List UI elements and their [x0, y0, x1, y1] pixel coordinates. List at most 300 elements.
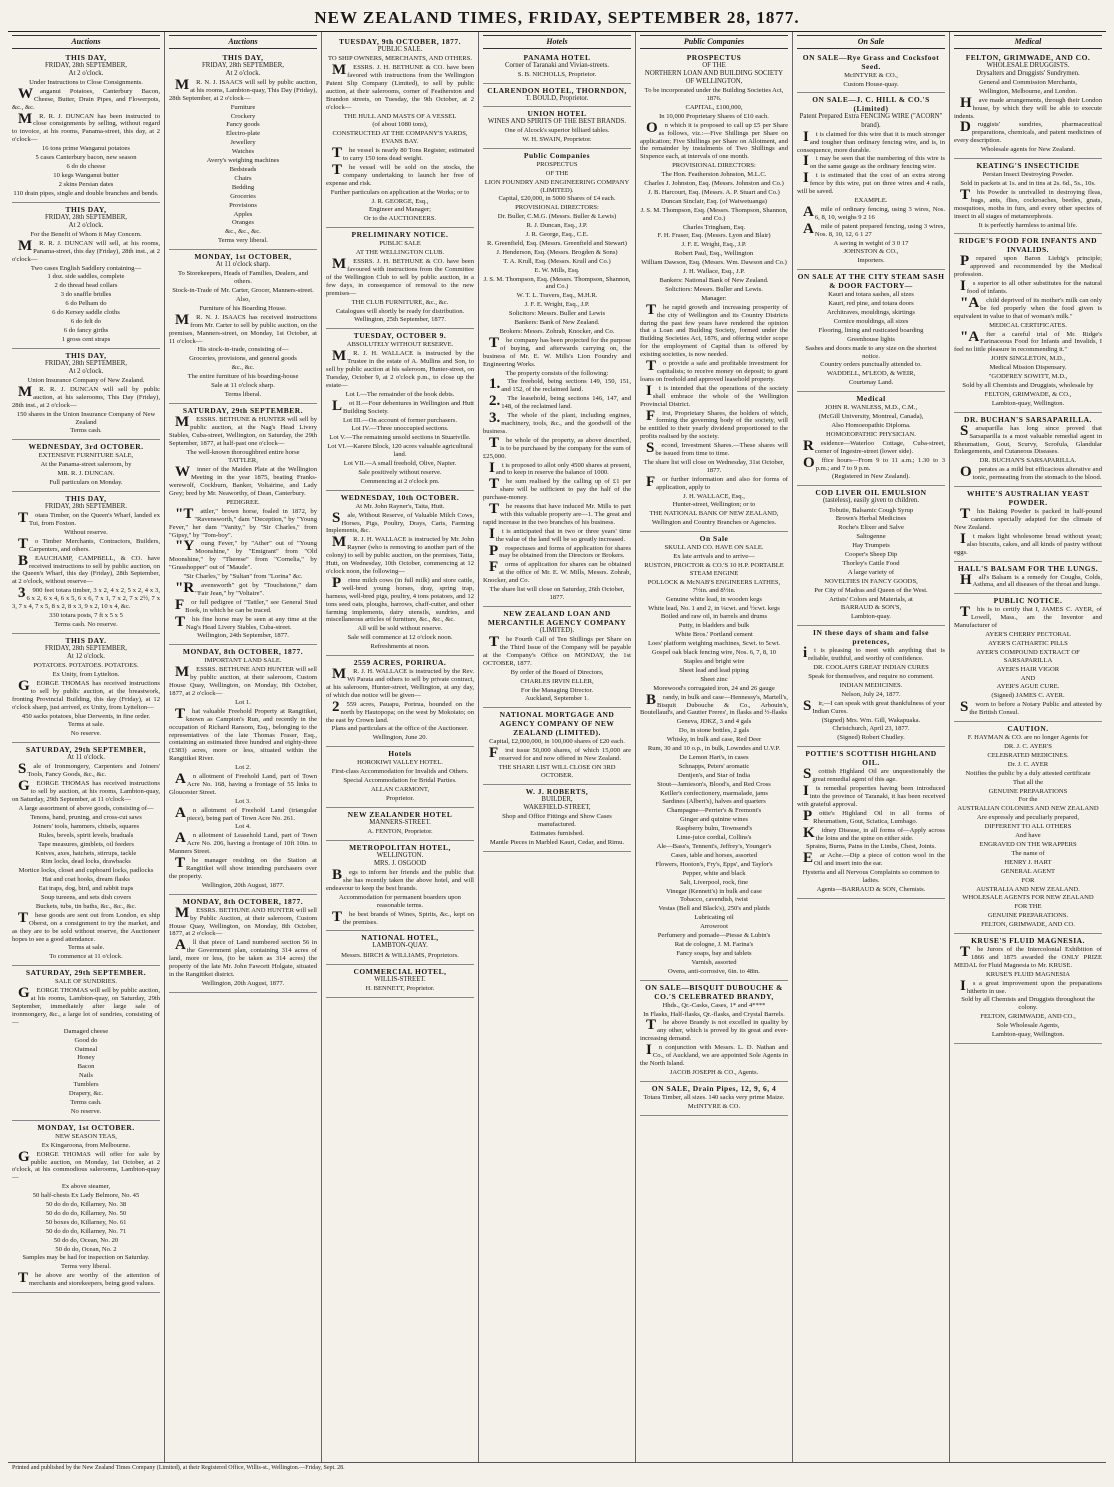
- ad-text-line: E. W. Mills, Esq.: [534, 266, 580, 274]
- ad-text-line: Kidney Disease, in all forms of—Apply across the loins and the spine on either side.: [803, 824, 945, 842]
- ad-text-line: The sum realised by the calling up of £1 per share will be sufficient to pay the half of the purchase-money.: [483, 476, 631, 502]
- ad-subheading: At 2 o'clock.: [68, 221, 104, 229]
- ad-text-line: HENRY J. HART: [1004, 858, 1052, 866]
- ad-text-line: JOHN R. WANLESS, M.D., C.M.,: [824, 404, 918, 412]
- ad-text-line: Stout—Jamieson's, Blood's, and Red Cross: [657, 780, 771, 788]
- ad-subheading: At 2 o'clock.: [68, 367, 104, 375]
- ad-text-line: AND: [1020, 674, 1036, 682]
- ad-text-line: 6 do do cheese: [66, 162, 106, 170]
- ad-text-line: Tobutie, Balsamic Cough Syrup: [828, 506, 914, 514]
- ad-text-line: General and Commission Merchants,: [978, 78, 1078, 86]
- ad-text-line: Under Instructions to Close Consignments.: [29, 78, 143, 86]
- ad-text-line: Sale positively without reserve.: [358, 468, 442, 476]
- ad-headline: WEDNESDAY, 3rd OCTOBER.: [28, 442, 144, 452]
- ad-text-line: The Jurors of the Intercolonial Exhibition of 1866 and 1875 awarded the ONLY PRIZE MEDAL for Fluid Magnesia to Mr. KRUSE.: [954, 944, 1102, 969]
- ad-text-line: F. H. Fraser, Esq. (Messrs. Lyon and Blair): [657, 232, 771, 240]
- ad-text-line: Dentjen's, and Star of India: [677, 771, 751, 779]
- ad-text-line: MR. J. H. WALLACE is instructed by Mr. John Rayner (who is removing to another part of the colony) to sell by public auction, on the premises, Taita, Hutt, on Wednesday, 10th October, commencing at 12 o'clock noon, the following—: [326, 534, 474, 575]
- ad-text-line: Sarsaparilla has long since proved that Sarsaparilla is a most valuable remedial agent in Rheumatism, Gout, Scurvy, Scrofula, Glandular Enlargements, and Cutaneous Diseases.: [954, 422, 1102, 456]
- ad-text-line: Amile of ordinary fencing, using 3 wires, Nos. 6, 8, 10, weighs 9 2 16: [803, 203, 945, 221]
- ad-text-line: Perfumery and pomade—Piesse & Lubin's: [657, 932, 771, 940]
- ad-headline: ON SALE—J. C. HILL & CO.'S (Limited): [812, 95, 930, 114]
- ad-text-line: Country orders punctually attended to.: [820, 361, 922, 369]
- ad-text-line: A large variety of: [847, 568, 895, 576]
- ad-text-line: MEDICAL CERTIFICATES.: [989, 321, 1067, 329]
- ad-text-line: Roche's Elixer and Salve: [838, 524, 904, 532]
- ad-text-line: Bacon: [77, 1063, 95, 1071]
- ad-text-line: At Mr. John Rayner's, Taita, Hutt.: [355, 502, 445, 510]
- ad-text-line: DIFFERENT TO ALL OTHERS: [984, 823, 1072, 831]
- ad-text-line: HOROKIWI VALLEY HOTEL.: [357, 759, 443, 767]
- ad-text-line: Wellington, June 20.: [372, 734, 428, 742]
- column-5: [636, 32, 793, 1462]
- ad-text-line: Hunter-street, Wellington; or to: [672, 501, 756, 509]
- ad-headline: HALL'S BALSAM FOR THE LUNGS.: [957, 563, 1099, 573]
- ad-text-line: McINTYRE & CO.,: [844, 71, 898, 79]
- ad-text-line: Kauri and totara sashes, all sizes: [828, 291, 914, 299]
- ad-text-line: Ex late arrivals and to arrive—: [673, 553, 755, 561]
- ad-text-line: A. FENTON, Proprietor.: [367, 827, 433, 835]
- ad-text-line: SALE OF SUNDRIES.: [54, 978, 118, 986]
- ad-text-line: Druggists' sundries, pharmaceutical preparations, chemicals, and patent medicines of every description.: [954, 119, 1102, 145]
- advertisement: [797, 270, 945, 392]
- advertisement: [483, 708, 631, 785]
- ad-text-line: The whole of the property, as above described, is to be purchased by the company for the sum of £25,000.: [483, 434, 631, 460]
- ad-text-line: The well-known thoroughbred entire horse: [186, 448, 300, 456]
- ad-subheading: At 12 o'clock.: [66, 652, 106, 660]
- ad-text-line: 10 kegs Wanganui butter: [53, 171, 119, 179]
- ad-text-line: Lot V.—The remaining unsold sections in Stuartville.: [329, 434, 471, 442]
- ad-text-line: Flooring, lining and rusticated boarding: [818, 326, 924, 334]
- ad-text-line: Or to the AUCTIONEERS.: [363, 215, 437, 223]
- advertisement: [326, 35, 474, 228]
- ad-text-line: FOR: [1021, 876, 1035, 884]
- ad-text-line: Kauri, red pine, and totara doors: [828, 300, 914, 308]
- ad-headline: UNION HOTEL: [527, 108, 587, 118]
- column-1: [8, 32, 165, 1462]
- ad-text-line: AUSTRALIAN COLONIES AND NEW ZEALAND: [957, 805, 1099, 813]
- ad-text-line: WHOLESALE AGENTS FOR NEW ZEALAND: [962, 894, 1094, 902]
- ad-text-line: Terms cash.: [70, 1098, 102, 1106]
- ad-text-line: Wanganui Potatoes, Canterbury Bacon, Cheese, Butter, Drain Pipes, and Flowerpots, &c., &c.: [12, 85, 160, 111]
- ad-text-line: Sale at 11 o'clock sharp.: [211, 382, 275, 390]
- ad-text-line: Champagne—Perrier's & Fremont's: [666, 807, 762, 815]
- ad-headline: KEATING'S INSECTICIDE: [976, 161, 1080, 171]
- ad-headline: PROSPECTUS: [686, 52, 742, 62]
- ad-text-line: On which it is proposed to call up £5 per Share as follows, viz.:—Five Shillings per Share on application; Five Shillings per Share on Allotment, and the remainder by instalments of Two Shillings and Sixpence each, at intervals of one month.: [640, 119, 788, 161]
- ad-text-line: FELTON, GRIMWADE, AND CO.,: [980, 1013, 1076, 1021]
- ad-subheading: At 11 o'clock sharp.: [215, 261, 271, 269]
- ad-headline: SATURDAY, 29th SEPTEMBER.: [25, 968, 147, 978]
- ad-text-line: it is pleasing to meet with anything that is reliable, truthful, and worthy of confidence.: [803, 645, 945, 663]
- ad-text-line: In 10,000 Proprietary Shares of £10 each.: [659, 112, 769, 120]
- ad-text-line: First-class Accommodation for Invalids and Others.: [331, 768, 469, 776]
- ad-subheading: T. BOULD, Proprietor.: [525, 94, 589, 102]
- ad-text-line: Lot II.—Four debentures in Wellington and Hutt Building Society.: [332, 397, 474, 415]
- advertisement: [169, 51, 317, 251]
- ad-text-line: Medical Mission Dispensary.: [989, 364, 1067, 372]
- ad-text-line: 2 do thread head collars: [54, 282, 118, 290]
- ad-text-line: All that piece of Land numbered section 56 in the Government plan, containing 314 acres of land, more or less, (to be taken as 314 acres) the property of the late Mr. John Fawcett Holgate, situated in the Rangitikei district.: [169, 937, 317, 978]
- ad-text-line: An allotment of Freehold Land (triangular piece), being part of Town Acre No. 261.: [175, 804, 317, 822]
- ad-text-line: (of about 1080 tons),: [372, 121, 428, 129]
- ad-text-line: Dr. J. C. AYER: [1007, 760, 1049, 768]
- ad-text-line: That valuable Freehold Property at Rangitikei, known as Campion's Run, and recently in the occupation of Richard Ransom, Esq., belonging to the representatives of the late Thomas Fraser, Esq., containing an estimated three hundred and eighty-three (£383) acres, more or less, situated within the Rangitikei River.: [169, 705, 317, 763]
- ad-text-line: The rapid growth and increasing prosperity of the city of Wellington and its Country Districts during the past few years have rendered the opinion that a Loan and Building Society, formed under the Building Societies Act, 1876, and offering wider scope for the employment of Capital than is offered by existing societies, is now needed.: [640, 301, 788, 359]
- ad-headline: 2559 ACRES, PORIRUA.: [353, 658, 447, 668]
- ad-text-line: Arrowroot: [700, 923, 728, 931]
- ad-text-line: For the: [1018, 796, 1038, 804]
- ad-text-line: Totara Timber, on the Queen's Wharf, landed ex Tui, from Foxton.: [18, 510, 160, 528]
- ad-text-line: 50 do do, Ocean, No. 20: [53, 1236, 119, 1244]
- ad-text-line: For the Managing Director.: [520, 686, 594, 694]
- ad-text-line: Manager:: [701, 294, 727, 302]
- ad-text-line: William Dawson, Esq. (Messrs. Wm. Dawson and Co.): [641, 259, 787, 267]
- ad-text-line: Ex Unity, from Lyttelton.: [52, 671, 120, 679]
- ad-text-line: MESSRS. BETHUNE AND HUNTER will sell by Public Auction, at their saleroom, Custom House Quay, Wellington, on Monday, 8th October, 1877, at 2 o'clock—: [169, 904, 317, 938]
- advertisement: [12, 966, 160, 1121]
- ad-subheading: MANNERS-STREET.: [369, 818, 431, 826]
- advertisement: [326, 656, 474, 747]
- ad-text-line: Is superior to all other substitutes for the natural food of infants.: [960, 278, 1102, 296]
- advertisement: [640, 981, 788, 1082]
- ad-text-line: "Achild deprived of its mother's milk can only be fed properly when the food given is equivalent in value to that of woman's milk.": [954, 294, 1102, 320]
- ad-text-line: Sheet zinc: [700, 675, 728, 683]
- ad-text-line: Per City of Madras and Queen of the West.: [814, 586, 928, 594]
- ad-headline: ON SALE, Drain Pipes, 12, 9, 6, 4: [651, 1083, 777, 1093]
- ad-text-line: GEORGE THOMAS has received instructions to sell by auction, at his rooms, Lambton-quay, on Saturday, 29th September, at 11 o'clock—: [12, 778, 160, 804]
- ad-text-line: "Young Fever," by "Ather" out of "Young Moonshine," by "Emigrant" from "Old Moonshine," by "Therese" from "Cornelia," by "Grasshopper" out of "Maude".: [169, 538, 317, 572]
- ad-text-line: Prospectuses and forms of application for shares may be obtained from the Directors or Brokers.: [489, 542, 631, 560]
- ad-text-line: The best brands of Wines, Spirits, &c., kept on the premises.: [332, 908, 474, 926]
- ad-text-line: Provisions: [229, 201, 257, 209]
- ad-text-line: The vessel is nearly 80 Tons Register, estimated to carry 150 tons dead weight.: [332, 145, 474, 163]
- ad-subheading: Patent Prepared Extra FENCING WIRE ("ACORN" brand).: [799, 113, 943, 129]
- column-4: [479, 32, 636, 1462]
- ad-headline: NEW ZEALANDER HOTEL: [347, 809, 453, 819]
- ad-text-line: HOMOEOPATHIC PHYSICIAN.: [826, 430, 916, 438]
- ad-text-line: Scottish Highland Oil are unquestionably the great remedial agent of this age.: [803, 766, 945, 784]
- ad-text-line: First issue 50,000 shares, of which 15,000 are reserved for and now offered in New Zealand.: [489, 745, 631, 763]
- ad-text-line: 1 gross cent straps: [61, 335, 111, 343]
- ad-text-line: The above are worthy of the attention of merchants and storekeepers, being good values.: [18, 1270, 160, 1288]
- ad-text-line: FELTON, GRIMWADE, & CO.,: [984, 390, 1072, 398]
- ad-text-line: Have made arrangements, through their London house, by which they will be able to execute indents.: [954, 94, 1102, 120]
- ad-text-line: POLLOCK & McNAB'S ENGINEERS LATHES, 7½in. and 8½in.: [647, 578, 781, 594]
- ad-text-line: Samples may be had for inspection on Saturday.: [22, 1254, 150, 1262]
- ad-text-line: Full particulars on Monday.: [49, 479, 123, 487]
- ad-subheading: WILLIS-STREET.: [374, 975, 426, 983]
- ad-text-line: 3 do snaffle bridles: [60, 291, 112, 299]
- ad-text-line: Oatmeal: [74, 1045, 98, 1053]
- ad-headline: THIS DAY,: [222, 52, 264, 62]
- advertisement: [326, 841, 474, 932]
- ad-text-line: Is a great improvement upon the preparations hitherto in use.: [960, 977, 1102, 995]
- ad-text-line: BEAUCHAMP, CAMPBELL, & CO. have received instructions to sell by public auction, on the Queen's Wharf, this day (Friday), 28th September, at 2 o'clock, without reserve—: [12, 552, 160, 586]
- ad-text-line: KRUSE'S FLUID MAGNESIA: [986, 970, 1070, 978]
- ad-text-line: Commencing at 2 o'clock pm.: [360, 477, 440, 485]
- ad-text-line: Ex Kingaroona, from Melbourne.: [41, 1141, 131, 1149]
- ad-headline: TUESDAY, OCTOBER 9.: [353, 331, 447, 341]
- ad-subheading: Corner of Taranaki and Vivian-streets.: [505, 61, 609, 69]
- ad-text-line: The share list will close on Saturday, 26th October, 1877.: [489, 586, 625, 601]
- ad-text-line: "Ravensworth" got by "Touchstone," dam "Fair Jean," by "Voltaire".: [175, 580, 317, 597]
- ad-text-line: For the Benefit of Whom it May Concern.: [30, 230, 142, 238]
- ad-text-line: Rum, 30 and 10 o.p., in bulk, Lowndes and U.V.P.: [647, 745, 781, 753]
- ad-text-line: PROSPECTUS: [536, 160, 578, 168]
- advertisement: [326, 228, 474, 329]
- ad-text-line: Refreshments at noon.: [370, 643, 430, 651]
- ad-text-line: Flowers, Hooton's, Fry's, Epps', and Taylor's: [655, 860, 773, 868]
- ad-text-line: Sale will commence at 12 o'clock noon.: [347, 634, 453, 642]
- ad-text-line: No reserve.: [70, 730, 102, 738]
- ad-text-line: Cornice mouldings, all sizes: [833, 317, 909, 325]
- advertisement: [483, 84, 631, 107]
- ad-text-line: Begs to inform her friends and the public that she has recently taken the above hotel, and will endeavour to keep the best brands.: [326, 867, 474, 892]
- ad-text-line: &c., &c., &c.: [225, 228, 261, 236]
- ad-text-line: The manager residing on the Station at Rangitikei will show intending purchasers over the property.: [169, 855, 317, 880]
- advertisement: [483, 149, 631, 607]
- ad-text-line: Rim locks, dead locks, drawbacks: [41, 858, 131, 866]
- ad-text-line: Honey: [77, 1054, 95, 1062]
- advertisement: [797, 392, 945, 486]
- ad-text-line: 50 half-chests Ex Lady Belmore, No. 45: [32, 1192, 140, 1200]
- ad-text-line: 6 do felt do: [70, 317, 102, 325]
- ad-headline: CLARENDON HOTEL, THORNDON,: [487, 85, 627, 95]
- ad-text-line: And have: [1015, 832, 1041, 840]
- ad-headline: MONDAY, 1st OCTOBER,: [194, 252, 292, 262]
- ad-text-line: Lambton-quay, Wellington.: [991, 399, 1065, 407]
- ad-text-line: Duncan Sinclair, Esq. (of Waiwetuanga): [660, 197, 767, 205]
- ad-text-line: Lot III.—On account of former purchasers.: [342, 416, 458, 424]
- ad-text-line: J. B. Harcourt, Esq. (Messrs. A. P. Stuart and Co.): [648, 188, 780, 196]
- ad-text-line: Stock-in-Trade of Mr. Carter, Grocer, Manners-street.: [172, 287, 314, 295]
- ad-subheading: WINES AND SPIRITS OF THE BEST BRANDS.: [487, 117, 627, 125]
- ad-text-line: Amile of patent prepared fencing, using 3 wires, Nos. 8, 10, 12, 6 1 27: [803, 220, 945, 238]
- ad-headline: THIS DAY,: [65, 52, 107, 62]
- ad-text-line: Are expressly and peculiarly prepared,: [977, 814, 1079, 822]
- ad-subheading: FRIDAY, 28th SEPTEMBER,: [45, 213, 127, 221]
- ad-text-line: Staples and bright wire: [683, 657, 745, 665]
- ad-text-line: Nails: [79, 1072, 93, 1080]
- ad-text-line: OF THE: [545, 169, 569, 177]
- columns-grid: [8, 32, 1106, 1463]
- column-2: [165, 32, 322, 1462]
- ad-text-line: J. H. WALLACE, Esq.,: [683, 492, 745, 500]
- ad-subheading: FRIDAY, 28th SEPTEMBER,: [45, 359, 127, 367]
- ad-text-line: 3.The whole of the plant, including engines, machinery, tools, &c., and the goodwill of the business.: [483, 410, 631, 435]
- ad-text-line: Oranges: [232, 219, 254, 227]
- ad-text-line: In Flasks, Half-flasks, Qr.-flasks, and Crystal Barrels.: [643, 1010, 785, 1018]
- ad-headline: DR. BUCHAN'S SARSAPARILLA.: [964, 414, 1092, 424]
- ad-text-line: Terms liberal.: [224, 390, 262, 398]
- ad-subheading: MRS. J. OSGOOD: [373, 859, 427, 867]
- ad-text-line: Estimates furnished.: [530, 829, 584, 837]
- ad-headline: RIDGE'S FOOD FOR INFANTS AND INVALIDS.: [958, 236, 1098, 255]
- ad-text-line: Office hours—From 9 to 11 a.m.; 1.30 to 3 p.m.; and 7 to 9 p.m.: [803, 454, 945, 472]
- ad-text-line: PROVISIONAL DIRECTORS:: [515, 204, 599, 212]
- ad-text-line: Forms of application for shares can be obtained at the office of Mr. E. W. Mills, Messrs. Zohrab, Knocker, and Co.: [483, 559, 631, 585]
- ad-text-line: W. T. L. Travers, Esq., M.H.R.: [516, 292, 598, 300]
- ad-text-line: It is perfectly harmless to animal life.: [978, 221, 1078, 229]
- ad-text-line: Solicitors: Messrs. Buller and Lewis: [508, 310, 606, 318]
- ad-text-line: 6 do Pelham do: [65, 300, 107, 308]
- ad-text-line: TATTLER,: [228, 457, 258, 465]
- ad-text-line: Also,: [235, 296, 251, 303]
- ad-text-line: Lambton-quay, Wellington.: [991, 1031, 1065, 1039]
- ad-text-line: BARRAUD & SON'S,: [840, 604, 902, 612]
- ad-headline: PANAMA HOTEL: [523, 52, 591, 62]
- ad-text-line: RUSTON, PROCTOR & CO.'S 10 H.P. PORTABLE STEAM ENGINE: [644, 562, 784, 577]
- ad-text-line: J. Henderson, Esq. (Messrs. Brogden & Sons): [496, 248, 618, 256]
- ad-headline: Medical: [856, 394, 886, 404]
- ad-text-line: Crockery: [230, 112, 256, 120]
- ad-text-line: FOR THE: [1014, 903, 1042, 911]
- ad-text-line: It is anticipated that in two or three years' time the value of the land will be so greatly increased.: [489, 525, 631, 543]
- ad-text-line: Wholesale agents for New Zealand.: [980, 146, 1076, 154]
- ad-text-line: PROVISIONAL DIRECTORS:: [672, 162, 756, 170]
- ad-text-line: Sprains, Burns, Pains in the Limbs, Chest, Joints.: [805, 843, 937, 851]
- ad-text-line: 50 boxes do, Killarney, No. 61: [45, 1218, 127, 1226]
- ad-text-line: (McGill University, Montreal, Canada),: [818, 413, 924, 421]
- ad-text-line: Cooper's Sheep Dip: [844, 551, 898, 559]
- ad-text-line: Wellington, 20th August, 1877.: [201, 881, 285, 889]
- ad-text-line: 2.The leasehold, being sections 146, 147, and 148, of the reclaimed land.: [489, 393, 631, 411]
- ad-text-line: 50 do do do, Killarney, No. 71: [45, 1227, 127, 1235]
- ad-text-line: Lot 3.: [235, 797, 251, 805]
- ad-text-line: R. Greenfield, Esq. (Messrs. Greenfield and Stewart): [487, 239, 627, 247]
- ad-text-line: (Signed) Mrs. Wm. Gill, Wakapuaka.: [821, 716, 921, 724]
- ad-text-line: Residence—Waterloo Cottage, Cuba-street, corner of Ingestre-street (lower side).: [803, 437, 945, 455]
- ad-text-line: The above Brandy is not excelled in quality by any other, which is proved by its great and ever-increasing demand.: [640, 1017, 788, 1043]
- ad-text-line: It is intended that the operations of the society shall embrace the whole of the Wellington Provincial District.: [640, 382, 788, 408]
- ad-text-line: In conjunction with Messrs. L. D. Nathan and Co., of Auckland, we are appointed Sole Agents in the North Island.: [640, 1042, 788, 1067]
- ad-text-line: MR. R. J. DUNCAN will sell by public auction, at his salerooms, This Day (Friday), 28th inst., at 2 o'clock—: [12, 383, 160, 409]
- ad-text-line: 450 sacks potatoes, blue Derwents, in fine order.: [21, 712, 151, 720]
- ad-text-line: Sold by all Chemists and Druggists throughout the colony.: [961, 996, 1095, 1012]
- ad-text-line: JACOB JOSEPH & CO., Agents.: [669, 1068, 759, 1076]
- ad-text-line: Cases, table and horses, assorted: [670, 851, 758, 859]
- ad-text-line: Lot I.—The remainder of the book debts.: [345, 390, 455, 398]
- ad-text-line: Lubricating oil: [694, 914, 734, 922]
- ad-text-line: Second, Investment Shares.—These shares will be issued from time to time.: [646, 440, 788, 458]
- ad-subheading: FRIDAY, 28th SEPTEMBER,: [202, 61, 284, 69]
- ad-text-line: CAPITAL, £100,000,: [685, 103, 743, 111]
- advertisement: [797, 486, 945, 626]
- ad-text-line: 3900 feet totara timber, 3 x 2, 4 x 2, 5 x 2, 4 x 3, 6 x 2, 6 x 4, 6 x 5, 6 x 6, 7 x 1, 7 x 2, 7 x 2½, 7 x 3, 7 x 4, 7 x 5, 8 x 2, 8 x 3, 9 x 2, 10 x 4, &c.: [12, 585, 160, 611]
- ad-text-line: Ginger and quinine wines: [680, 816, 748, 824]
- ad-text-line: Catalogues will shortly be ready for distribution.: [335, 307, 465, 315]
- ad-text-line: His stock-in-trade, consisting of—: [197, 346, 289, 354]
- column-heading: Auctions: [169, 35, 317, 49]
- ad-text-line: This Powder is unrivalled in destroying fleas, bugs, ants, flies, cockroaches, beetles, gnats, mosquitoes, moths in furs, and every other species of insect in all stages of metamorphosis.: [954, 186, 1102, 220]
- column-3: [322, 32, 479, 1462]
- ad-text-line: Salt, Liverpool, rock, fine: [679, 878, 749, 886]
- ad-text-line: Lot 4.: [235, 823, 251, 831]
- column-6: [793, 32, 950, 1462]
- ad-headline: ON SALE AT THE CITY STEAM SASH & DOOR FACTORY—: [797, 272, 945, 291]
- ad-text-line: Bankers: Bank of New Zealand.: [514, 319, 600, 327]
- ad-text-line: MR. R. J. DUNCAN will sell, at his rooms, Panama-street, this day (Friday), 28th inst., at 2 o'clock—: [12, 237, 160, 263]
- ad-text-line: Keiller's confectionery, marmalade, jams: [660, 789, 768, 797]
- advertisement: [640, 51, 788, 533]
- ad-text-line: GEORGE THOMAS will sell by public auction, at his rooms, Lambton-quay, on Saturday, 29th September, immediately after large sale of ironmongery, &c., a large lot of sundries, consisting of—: [12, 985, 160, 1026]
- ad-text-line: By order of the Board of Directors,: [510, 668, 604, 676]
- ad-text-line: Wellington, 20th August, 1877.: [201, 979, 285, 987]
- ad-text-line: These goods are sent out from London, ex ship Oberst, on a consignment to try the market, and as they are to be sold without reserve, the Auctioneer hopes to see a good attendance.: [12, 909, 160, 943]
- ad-subheading: At 2 o'clock.: [68, 69, 104, 77]
- ad-text-line: Ale—Bass's, Tennent's, Jeffrey's, Younger's: [656, 843, 772, 850]
- ad-text-line: Ear Ache.—Dip a piece of cotton wool in the Oil and insert into the ear.: [803, 850, 945, 868]
- masthead: NEW ZEALAND TIMES, FRIDAY, SEPTEMBER 28, 1877.: [8, 6, 1106, 32]
- ad-text-line: Fancy soaps, bay and tablets: [676, 949, 752, 957]
- ad-headline: Hotels: [388, 749, 412, 759]
- ad-headline: PUBLIC NOTICE.: [993, 596, 1063, 606]
- ad-text-line: The company has been projected for the purpose of buying, and afterwards carrying on, the business of Mr. E. W. Mills's Lion Foundry and Engineering Works.: [483, 334, 631, 368]
- ad-text-line: NOVELTIES IN FANCY GOODS,: [824, 577, 918, 585]
- ad-text-line: T. A. Krull, Esq. (Messrs. Krull and Co.): [503, 257, 611, 265]
- ad-text-line: To provide a safe and profitable investment for capitalists; to receive money on deposit; to grant loans on freehold and approved leasehold property.: [640, 358, 788, 383]
- ad-text-line: 150 shares in the Union Insurance Company of New Zealand: [16, 410, 156, 426]
- ad-text-line: Engineer and Manager;: [369, 206, 431, 214]
- ad-text-line: Groceries: [230, 192, 256, 200]
- ad-headline: WHITE'S AUSTRALIAN YEAST POWDER.: [966, 489, 1090, 508]
- ad-text-line: Good do: [74, 1036, 98, 1044]
- ad-text-line: Importers.: [857, 257, 885, 265]
- ad-text-line: Lot VI.—Karere Block, 120 acres valuable agricultural land.: [327, 443, 473, 459]
- ad-subheading: FRIDAY, 28th SEPTEMBER,: [45, 644, 127, 652]
- advertisement: [954, 234, 1102, 412]
- ad-text-line: GEORGE THOMAS has received instructions to sell by public auction, at the breastwork, fronting Provincial Building, this day (Friday), at 12 o'clock sharp, just arrived, ex Unity, from Lyttelton—: [12, 677, 160, 711]
- ad-text-line: Vinegar (Kennett's) in bulk and case: [666, 887, 762, 895]
- ad-text-line: Nelson, July 24, 1877.: [841, 690, 901, 698]
- ad-text-line: It is proposed to allot only 4500 shares at present, and to keep in reserve the balance of 1000.: [489, 459, 631, 477]
- ad-text-line: AYER'S CHERRY PECTORAL: [985, 631, 1071, 639]
- ad-headline: PRELIMINARY NOTICE.: [351, 230, 449, 240]
- ad-text-line: PUBLIC SALE: [379, 240, 421, 248]
- ad-text-line: Pottie's Highland Oil in all forms of Rheumatism, Gout, Sciatica, Lumbago.: [803, 807, 945, 825]
- ad-text-line: Terms cash. No reserve.: [54, 620, 118, 628]
- ad-text-line: This is to certify that I, JAMES C. AYER, of Lowell, Mass., am the Inventor and Manufacturer of: [954, 604, 1102, 630]
- ad-text-line: MR. R. J. DUNCAN.: [57, 470, 115, 478]
- ad-text-line: The name of: [1011, 849, 1045, 857]
- ad-subheading: At 2 o'clock.: [225, 69, 261, 77]
- ad-text-line: That all the: [1012, 778, 1044, 786]
- ad-text-line: 1.The freehold, being sections 149, 150, 151, and 152, of the reclaimed land.: [489, 376, 631, 394]
- ad-text-line: J. R. GEORGE, Esq.,: [371, 197, 429, 205]
- ad-text-line: POTATOES. POTATOES. POTATOES.: [33, 662, 139, 670]
- ad-text-line: Hay Trumpets: [852, 542, 890, 550]
- ad-text-line: Sardines (Albert's), halves and quarters: [662, 798, 766, 806]
- ad-text-line: H. BENNETT, Proprietor.: [365, 984, 435, 992]
- ad-text-line: First, Proprietary Shares, the holders of which, forming the governing body of the society, will be entitled to their yearly dividend proportioned to the profits realised by the society.: [640, 407, 788, 441]
- ad-headline: NATIONAL MORTGAGE AND AGENCY COMPANY OF NEW ZEALAND (LIMITED).: [499, 710, 615, 738]
- ad-subheading: (tasteless), easily given to children.: [823, 497, 919, 505]
- ad-text-line: Totara Timber, all sizes. 140 sacks very prime Maize.: [643, 1093, 785, 1101]
- ad-text-line: Speak for themselves, and require no comment.: [808, 673, 934, 680]
- ad-text-line: MESSRS. BETHUNE AND HUNTER will sell by public auction, at their saleroom, Custom House Quay, Wellington, on Monday, 8th October, 1877, at 2 o'clock—: [169, 664, 317, 697]
- ad-text-line: Fancy goods: [226, 121, 260, 129]
- ad-text-line: An allotment of Leasehold Land, part of Town Acre No. 206, having a frontage of 10ft 10in. to Manners Street.: [169, 830, 317, 856]
- ad-headline: MONDAY, 1st OCTOBER.: [37, 1122, 135, 1132]
- ad-text-line: Further particulars on application at the Works; or to: [330, 188, 470, 196]
- ad-text-line: Schnapps, Peters' aromatic: [678, 762, 750, 770]
- ad-text-line: MR. N. J. ISAACS has received instructions from Mr. Carter to sell by public auction, on the premises, Manners-street, on Monday, 1st October, at 11 o'clock—: [169, 311, 317, 345]
- ad-text-line: It makes light wholesome bread without yeast; also biscuits, cakes, and all kinds of pastry without eggs.: [954, 530, 1102, 556]
- ad-text-line: "Tattler," brown horse, foaled in 1872, by "Ravensworth," dam "Deception," by "Young Fever," her dam "Vanity," by "Sir Charles," from "Gipsy," by "Tom-boy".: [169, 505, 317, 539]
- ad-text-line: Robert Paul, Esq., Wellington: [674, 250, 754, 258]
- ad-text-line: R. J. Duncan, Esq., J.P.: [526, 222, 588, 230]
